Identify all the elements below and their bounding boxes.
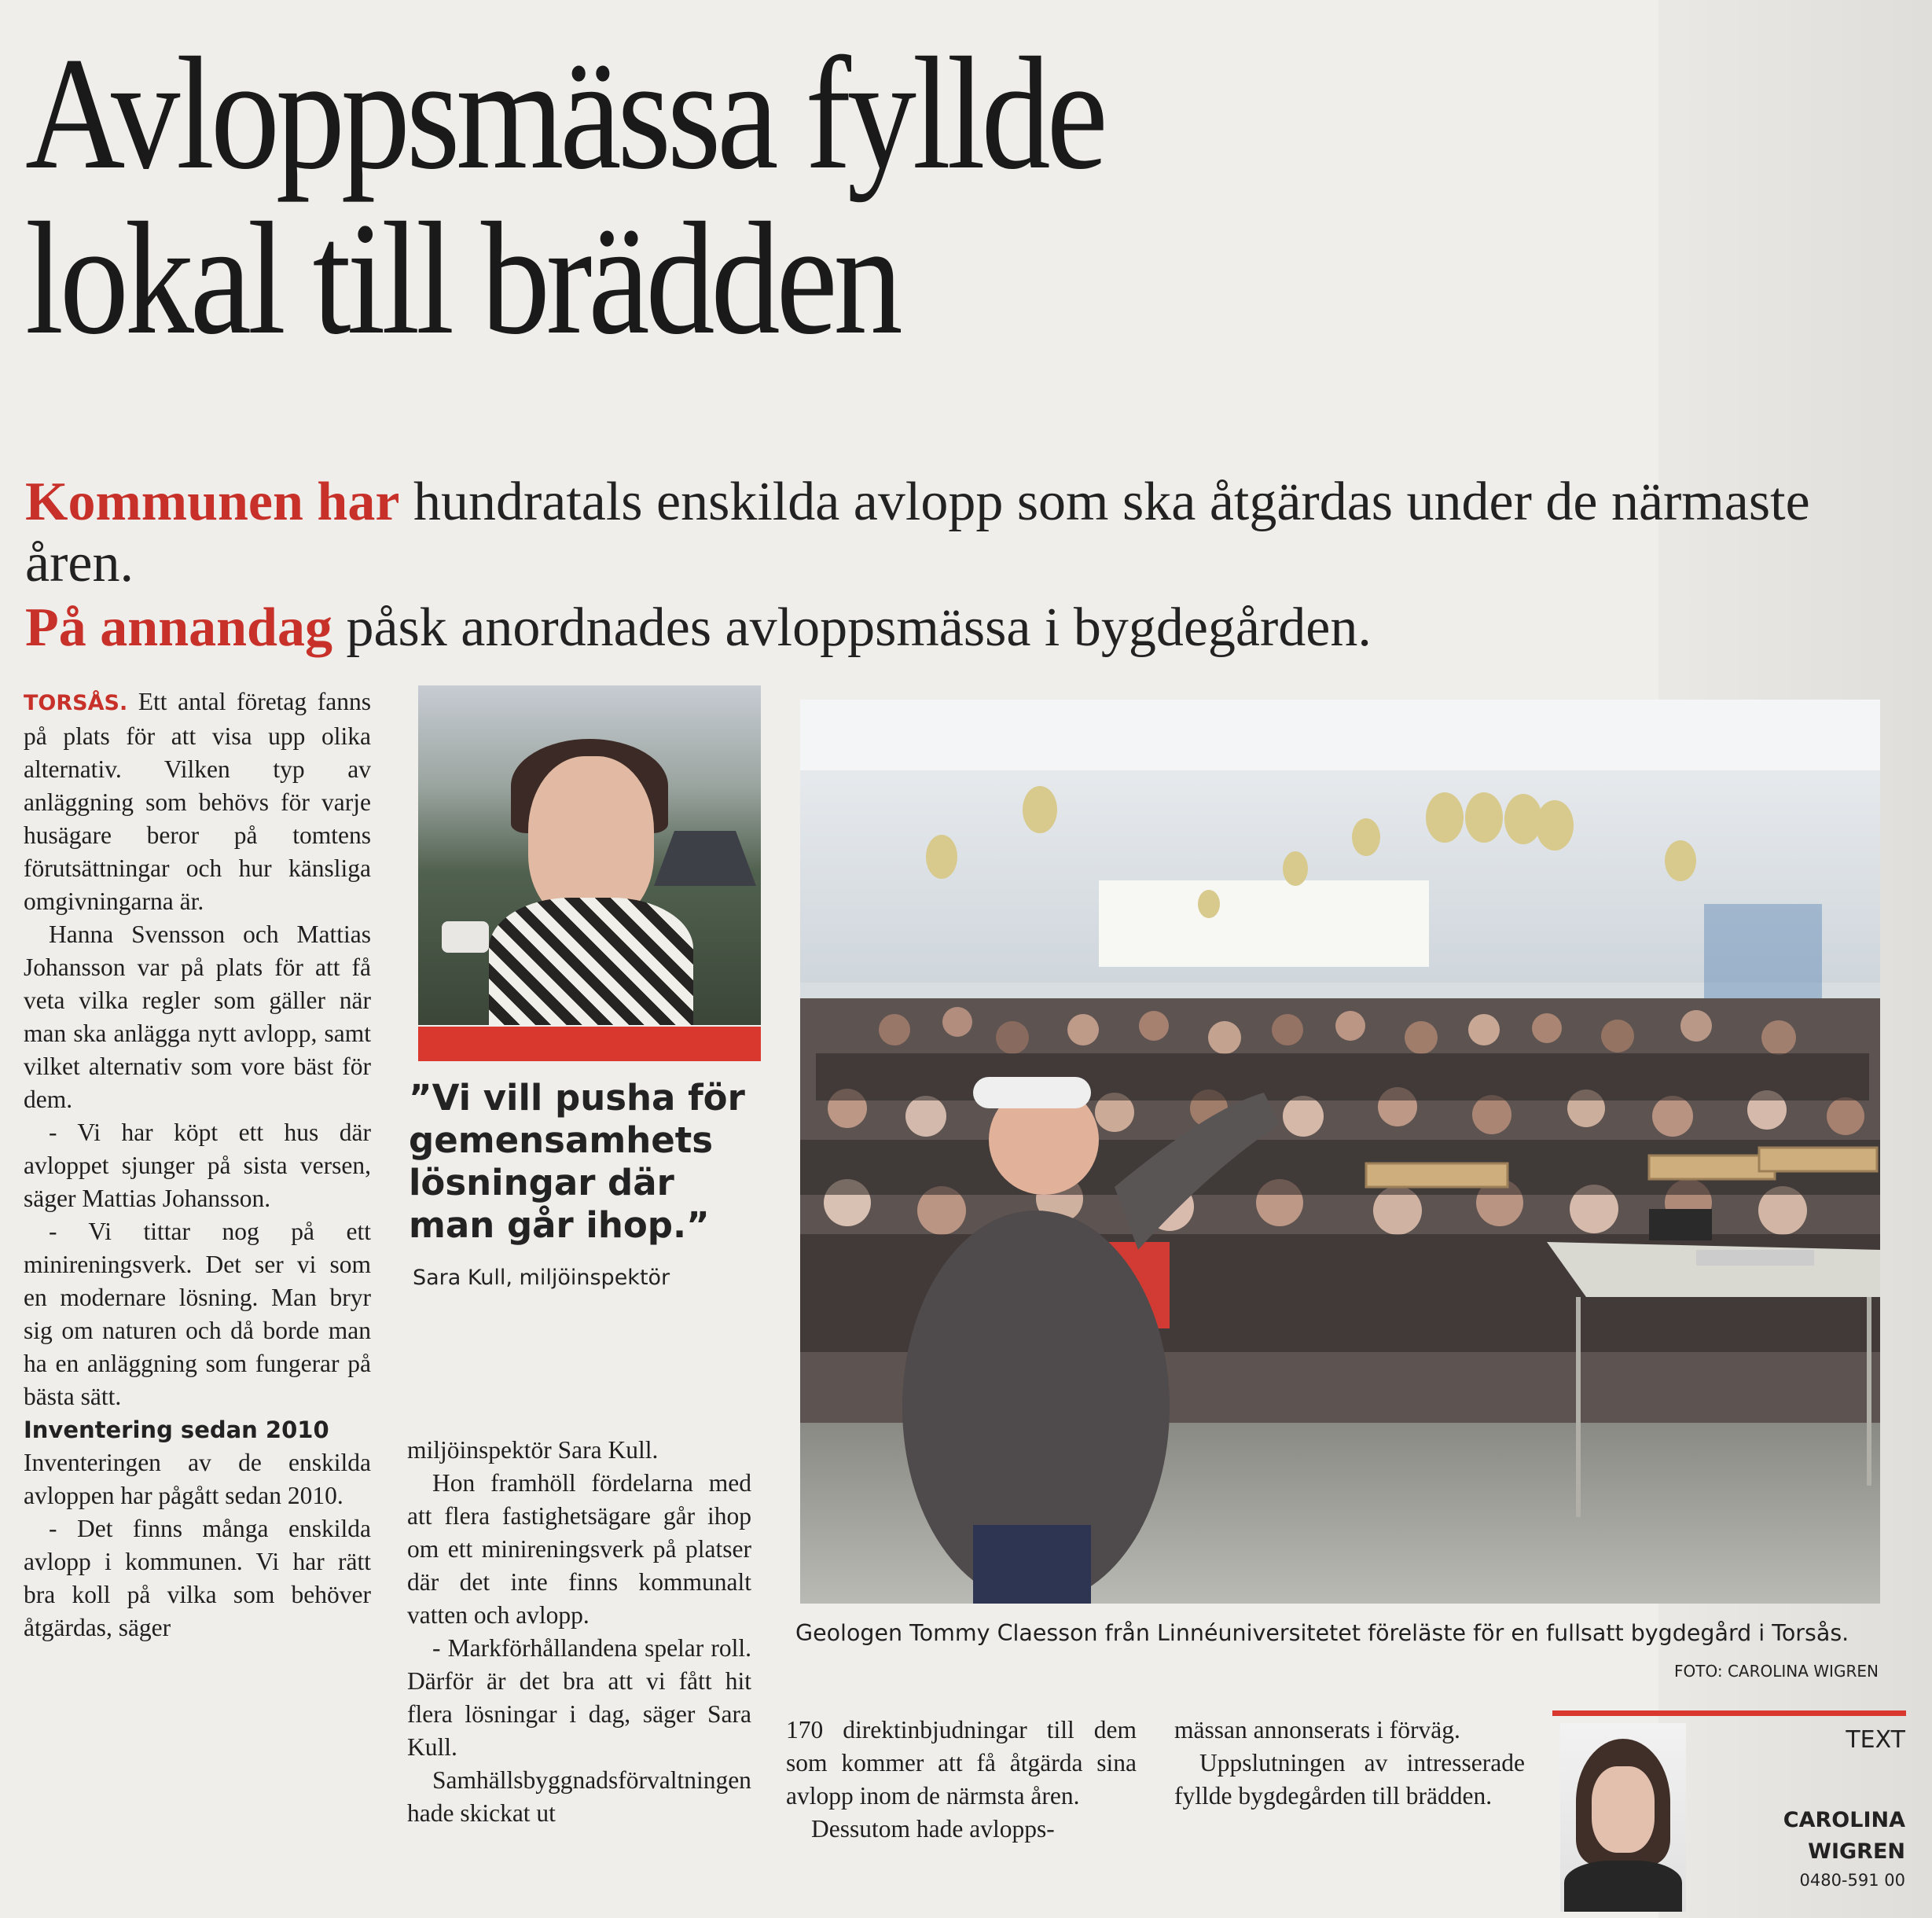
deck-1 [25, 472, 1833, 594]
body-paragraph: - Det finns många enskilda avlopp i kommunen. Vi har rätt bra koll på vilka som behöver åtgärdas, säger [24, 1515, 371, 1641]
deck-1-text: hundratals enskilda avlopp som ska åtgärdas under de närmaste åren. [25, 472, 1810, 593]
photo-detail [489, 898, 693, 1025]
author-photo [1560, 1723, 1686, 1912]
photo-detail [1592, 1766, 1655, 1853]
photo-detail [442, 921, 489, 953]
deck-2-lead: På annandag [25, 597, 332, 658]
photo-credit: FOTO: CAROLINA WIGREN [1674, 1662, 1879, 1681]
headline [25, 24, 1640, 368]
headline-line-2: lokal till brädden [25, 189, 899, 368]
portrait-photo-sara-kull [418, 685, 761, 1025]
body-paragraph: 170 direktinbjudningar till dem som kommer att få åtgärda sina avlopp inom de närmsta åren. [786, 1716, 1137, 1810]
photo-detail [1564, 1861, 1682, 1912]
body-column-3 [786, 1714, 1137, 1846]
body-paragraph: miljöinspektör Sara Kull. [407, 1436, 659, 1464]
byline-label: TEXT [1846, 1726, 1905, 1754]
photo-detail [654, 831, 756, 886]
body-paragraph: Samhällsbyggnadsförvaltningen hade skickat ut [407, 1766, 751, 1827]
subheading: Inventering sedan 2010 [24, 1416, 329, 1443]
pull-quote-attribution: Sara Kull, miljöinspektör [413, 1266, 670, 1290]
body-paragraph: Hanna Svensson och Mattias Johansson var på plats för att få veta vilka regler som gäller när man ska anlägga nytt avlopp, samt vilket alternativ som vore bäst för dem. [24, 920, 371, 1113]
body-column-4 [1174, 1714, 1525, 1813]
byline-author-first: CAROLINA [1783, 1808, 1905, 1832]
body-paragraph: mässan annonserats i förväg. [1174, 1716, 1460, 1743]
headline-line-1: Avloppsmässa fyllde [25, 24, 1104, 203]
deck-2 [25, 597, 1833, 659]
deck-1-lead: Kommunen har [25, 472, 400, 532]
pull-quote: ”Vi vill pusha för gemensamhets lösningar där man går ihop.” [409, 1077, 745, 1246]
body-paragraph: - Vi tittar nog på ett minireningsverk. Det ser vi som en modernare lösning. Man bryr sig om naturen och då borde man ha en anläggning som fungerar på bästa sätt. [24, 1218, 371, 1410]
main-photo-lecture-hall [800, 700, 1880, 1604]
lecture-hall-illustration [800, 700, 1880, 1604]
byline-author-last: WIGREN [1808, 1839, 1905, 1864]
body-paragraph: Dessutom hade avlopps- [811, 1815, 1055, 1843]
byline-accent-rule [1552, 1710, 1906, 1716]
body-paragraph: - Markförhållandena spelar roll. Därför är det bra att vi fått hit flera lösningar i dag, säger Sara Kull. [407, 1634, 751, 1761]
byline-phone: 0480-591 00 [1799, 1871, 1905, 1890]
body-paragraph: Uppslutningen av intresserade fyllde bygdegården till brädden. [1174, 1749, 1525, 1810]
quote-accent-bar [418, 1027, 761, 1061]
body-column-2 [407, 1434, 751, 1830]
dateline: TORSÅS. [24, 691, 128, 715]
paragraph-text: Ett antal företag fanns på plats för att visa upp olika alternativ. Vilken typ av anläggning som behövs för varje husägare beror på tomtens förutsättningar och hur känsliga omgivningarna är. [24, 688, 371, 915]
body-paragraph: Hon framhöll fördelarna med att flera fastighetsägare går ihop om ett minireningsverk på platser där det inte finns kommunalt vatten och avlopp. [407, 1469, 751, 1629]
body-paragraph [24, 685, 371, 918]
photo-detail [528, 756, 654, 921]
body-paragraph: - Vi har köpt ett hus där avloppet sjunger på sista versen, säger Mattias Johansson. [24, 1119, 371, 1212]
body-paragraph: Inventeringen av de enskilda avloppen har pågått sedan 2010. [24, 1449, 371, 1509]
body-column-1 [24, 685, 371, 1644]
deck-2-text: påsk anordnades avloppsmässa i bygdegården. [332, 597, 1372, 658]
photo-caption: Geologen Tommy Claesson från Linnéuniversitetet föreläste för en fullsatt bygdegård i Torsås. [795, 1620, 1849, 1646]
